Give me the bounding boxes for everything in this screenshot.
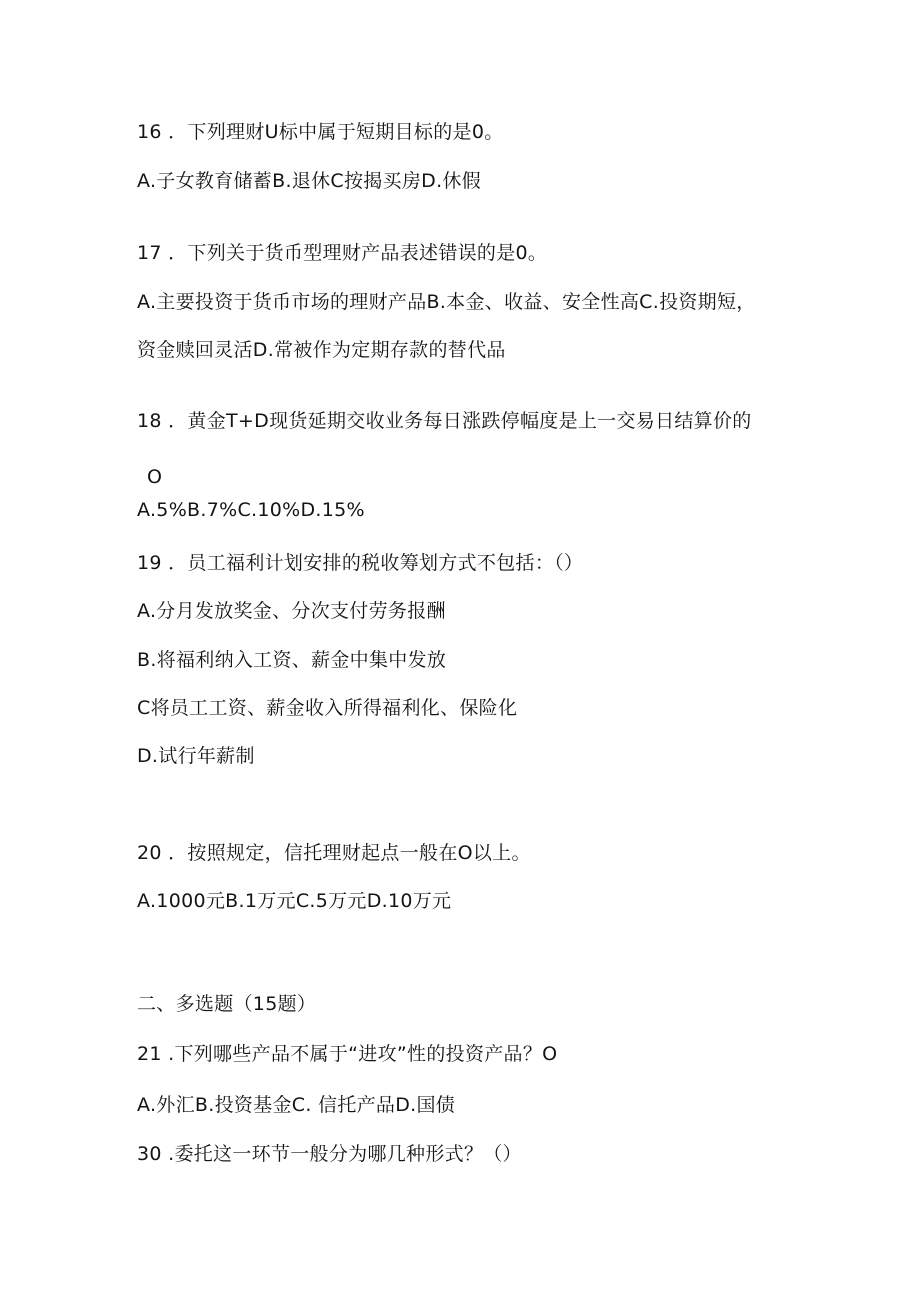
question-17: 17 ．下列关于货币型理财产品表述错误的是0。 xyxy=(137,242,548,264)
question-18-blank: O xyxy=(147,466,163,488)
question-19-option-c: C将员工工资、薪金收入所得福利化、保险化 xyxy=(137,697,518,719)
question-16: 16 ．下列理财U标中属于短期目标的是0。 xyxy=(137,121,504,143)
question-19: 19 ．员工福利计划安排的税收筹划方式不包括：（） xyxy=(137,552,584,574)
question-18-options: A.5%B.7%C.10%D.15% xyxy=(137,499,365,521)
question-17-options-line-1: A.主要投资于货币市场的理财产品B.本金、收益、安全性高C.投资期短， xyxy=(137,291,756,313)
question-19-option-a: A.分月发放奖金、分次支付劳务报酬 xyxy=(137,600,446,622)
question-21: 21 .下列哪些产品不属于“进攻”性的投资产品？O xyxy=(137,1043,558,1065)
question-18: 18 ．黄金T+D现货延期交收业务每日涨跌停幅度是上一交易日结算价的 xyxy=(137,410,752,432)
question-16-options: A.子女教育储蓄B.退休C按揭买房D.休假 xyxy=(137,170,482,192)
question-19-option-d: D.试行年薪制 xyxy=(137,745,255,767)
question-20-options: A.1000元B.1万元C.5万元D.10万元 xyxy=(137,890,452,912)
question-20: 20 ．按照规定，信托理财起点一般在O以上。 xyxy=(137,842,531,864)
section-heading-multiple-choice: 二、多选题（15题） xyxy=(137,993,317,1015)
question-19-option-b: B.将福利纳入工资、薪金中集中发放 xyxy=(137,649,447,671)
question-21-options: A.外汇B.投资基金C. 信托产品D.国债 xyxy=(137,1094,456,1116)
question-17-options-line-2: 资金赎回灵活D.常被作为定期存款的替代品 xyxy=(137,339,506,361)
question-30: 30 .委托这一环节一般分为哪几种形式？（） xyxy=(137,1143,522,1165)
